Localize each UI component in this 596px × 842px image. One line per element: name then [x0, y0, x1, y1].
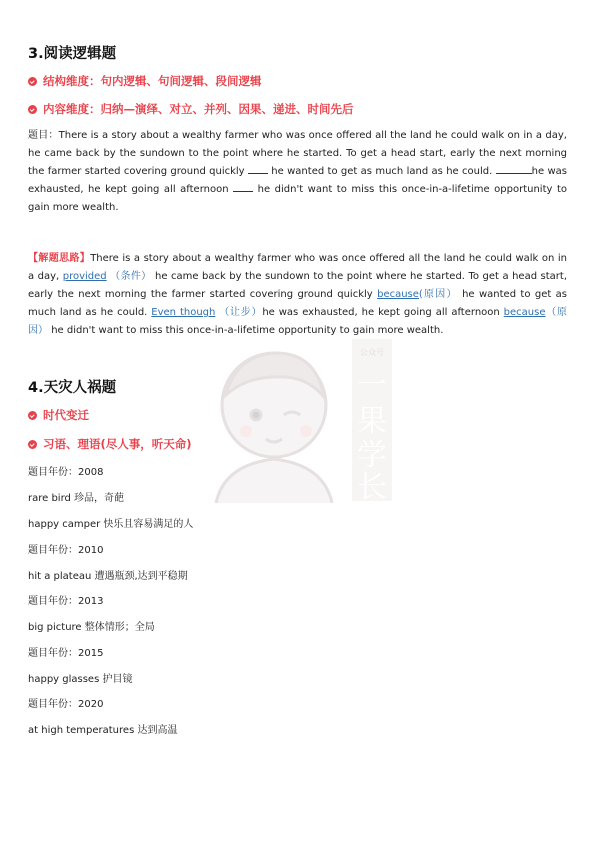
- answer-text-7: he was exhausted, he kept going all afternoon: [262, 307, 500, 318]
- check-icon: [28, 411, 37, 420]
- question-text-5: he was: [531, 166, 568, 177]
- check-icon: [28, 105, 37, 114]
- section-3-point-1-text: 结构维度：句内逻辑、句间逻辑、段间逻辑: [43, 74, 262, 88]
- section-4-point-1: [28, 407, 89, 423]
- section-3-point-2: [28, 101, 354, 117]
- question-prefix: 题目：: [28, 130, 59, 141]
- check-icon: [28, 440, 37, 449]
- watermark-logo: [206, 335, 396, 505]
- answer-text-4: the next morning the farmer started covering ground quickly: [57, 289, 373, 300]
- question-text-4: he wanted to get as much land as he could.: [271, 166, 493, 177]
- section-4-point-2-text: 习语、理语(尽人事，听天命): [43, 437, 192, 451]
- section-4-point-1-text: 时代变迁: [43, 408, 89, 422]
- list-item: at high temperatures 达到高温: [28, 725, 178, 736]
- watermark-char-2: 果: [357, 404, 387, 439]
- question-text-2: he came back by the sundown to the point where he started. To get a head start, early the next morning the: [28, 148, 567, 177]
- cartoon-boy-icon: [216, 353, 332, 503]
- answer-text-5: he wanted to get as much land: [28, 289, 568, 318]
- section-4-point-2: [28, 436, 192, 452]
- list-item: 题目年份：2013: [28, 596, 104, 607]
- question-text-7: he didn't want to miss this once-in-a-lifetime opportunity to: [257, 184, 567, 195]
- section-3-point-2-text: 内容维度：归纳—演绎、对立、并列、因果、递进、时间先后: [43, 102, 354, 116]
- list-item: 题目年份：2020: [28, 699, 104, 710]
- answer-text-1: There is a story about a wealthy farmer who was once offered all the land he could walk on in a: [28, 253, 568, 282]
- answer-blank-3: [233, 181, 253, 192]
- list-item: happy camper 快乐且容易满足的人: [28, 519, 194, 530]
- question-text-1: There is a story about a wealthy farmer who was once offered all the land he could walk on in a day,: [58, 130, 567, 141]
- answer-blank-2: [496, 163, 532, 174]
- answer-word-even-though: Even though: [151, 307, 216, 318]
- check-icon: [28, 77, 37, 86]
- question-text-6: exhausted, he kept going all afternoon: [28, 184, 229, 195]
- list-item: 题目年份：2015: [28, 648, 104, 659]
- watermark-seal: 公众号: [360, 348, 384, 357]
- list-item: rare bird 珍品，奇葩: [28, 493, 125, 504]
- watermark-char-3: 学: [357, 438, 387, 473]
- list-item: 题目年份：2010: [28, 545, 104, 556]
- answer-text-3: he came back by the sundown to the point where he started. To get a head start, early: [28, 271, 568, 300]
- list-item: hit a plateau 遭遇瓶颈,达到平稳期: [28, 571, 188, 582]
- answer-tag: 【解题思路】: [28, 253, 91, 264]
- list-item: happy glasses 护目镜: [28, 674, 133, 685]
- watermark-char-1: 一: [357, 368, 387, 403]
- answer-word-because-2: because: [503, 307, 546, 318]
- question-text-8: gain more wealth.: [28, 202, 119, 213]
- answer-text-2: day,: [37, 271, 60, 282]
- list-item: 题目年份：2008: [28, 467, 104, 478]
- answer-note-concession: （让步）: [219, 307, 263, 318]
- question-text-3: farmer started covering ground quickly: [47, 166, 245, 177]
- answer-text-9: want to miss this once-in-a-lifetime opportunity to gain more wealth.: [98, 325, 444, 336]
- watermark-char-4: 长: [357, 470, 387, 505]
- question-paragraph: [28, 127, 567, 217]
- answer-paragraph: [28, 250, 567, 340]
- answer-blank-1: [248, 163, 268, 174]
- section-4-title: 4.天灾人祸题: [28, 380, 117, 396]
- answer-word-provided: provided: [62, 271, 107, 282]
- answer-note-condition: （条件）: [110, 271, 152, 282]
- section-3-point-1: [28, 73, 262, 89]
- answer-text-8: he didn't: [51, 325, 96, 336]
- list-item: big picture 整体情形；全局: [28, 622, 155, 633]
- answer-note-reason-2: （原因）: [28, 307, 568, 336]
- answer-note-reason-1: (原因）: [418, 289, 458, 300]
- answer-word-because-1: because: [377, 289, 419, 300]
- section-3-title: 3.阅读逻辑题: [28, 46, 117, 62]
- answer-text-6: as he could.: [85, 307, 148, 318]
